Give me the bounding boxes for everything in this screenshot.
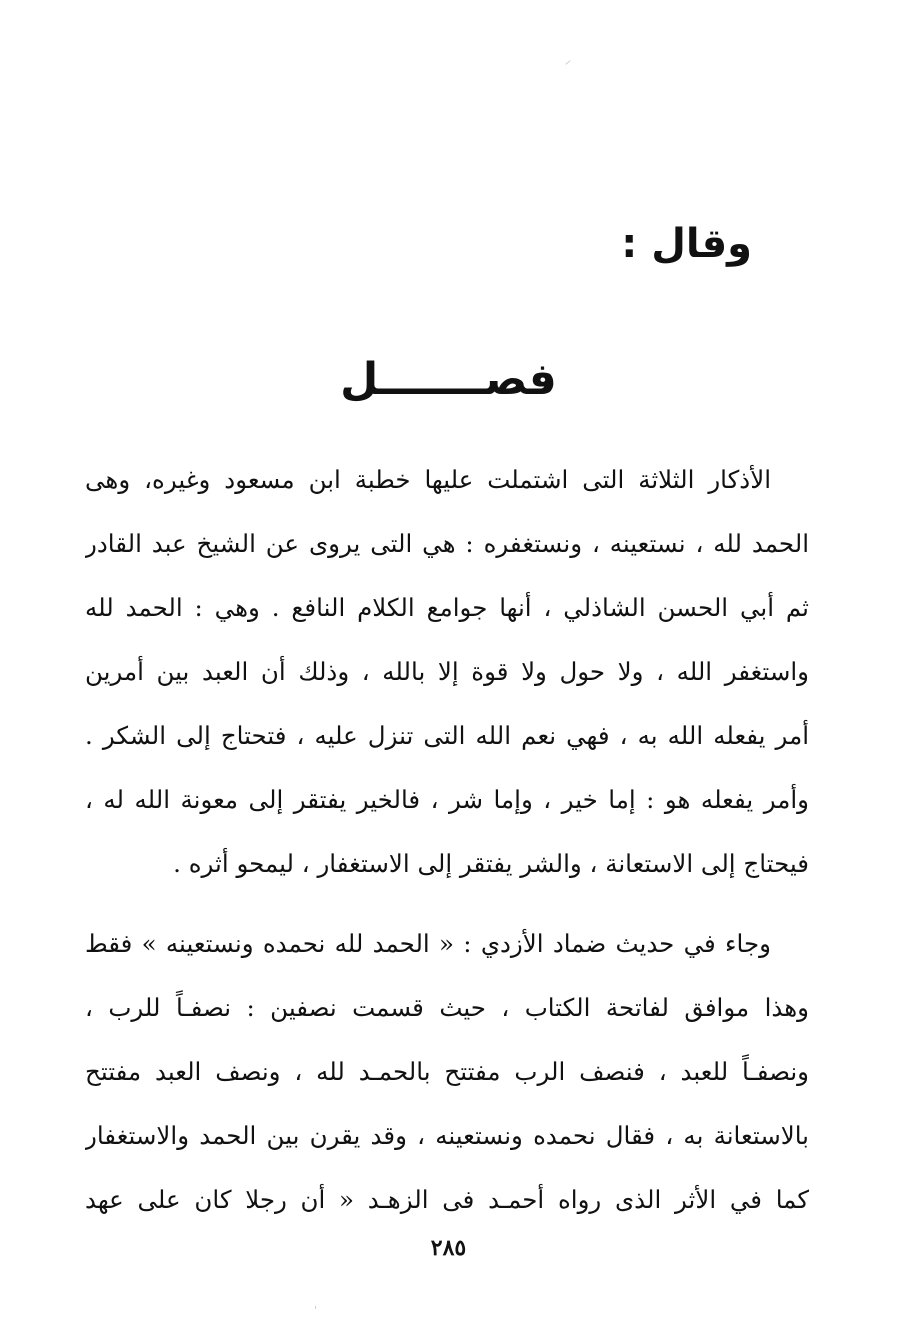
text-line: واستغفر الله ، ولا حول ولا قوة إلا بالله ، وذلك أن العبد بين أمرين <box>85 657 809 686</box>
text-line: وجاء في حديث ضماد الأزدي : « الحمد لله نحمده ونستعينه » فقط <box>85 929 771 958</box>
page-number: ٢٨٥ <box>430 1235 467 1261</box>
text-line: كما في الأثر الذى رواه أحمـد فى الزهـد « أن رجلا كان على عهد <box>85 1185 809 1214</box>
paragraph-1 <box>85 448 809 896</box>
text-line: ونصفـاً للعبد ، فنصف الرب مفتتح بالحمـد لله ، ونصف العبد مفتتح <box>85 1057 809 1086</box>
text-line: وأمر يفعله هو : إما خير ، وإما شر ، فالخير يفتقر إلى معونة الله له ، <box>85 785 809 814</box>
scan-speck <box>315 1306 316 1309</box>
text-line: بالاستعانة به ، فقال نحمده ونستعينه ، وقد يقرن بين الحمد والاستغفار <box>85 1121 809 1150</box>
paragraph-2 <box>85 912 809 1232</box>
text-line: وهذا موافق لفاتحة الكتاب ، حيث قسمت نصفين : نصفـاً للرب ، <box>85 993 809 1022</box>
text-line: ثم أبي الحسن الشاذلي ، أنها جوامع الكلام النافع . وهي : الحمد لله <box>85 593 809 622</box>
page-heading: وقال : <box>621 221 752 267</box>
text-line: الأذكار الثلاثة التى اشتملت عليها خطبة ابن مسعود وغيره، وهى <box>85 465 771 494</box>
text-line: الحمد لله ، نستعينه ، ونستغفره : هي التى يروى عن الشيخ عبد القادر <box>85 529 809 558</box>
section-title: فصـــــــل <box>340 354 557 405</box>
text-line: فيحتاج إلى الاستعانة ، والشر يفتقر إلى الاستغفار ، ليمحو أثره . <box>173 849 809 878</box>
scan-speck <box>565 60 570 65</box>
text-line: أمر يفعله الله به ، فهي نعم الله التى تنزل عليه ، فتحتاج إلى الشكر . <box>85 721 809 750</box>
